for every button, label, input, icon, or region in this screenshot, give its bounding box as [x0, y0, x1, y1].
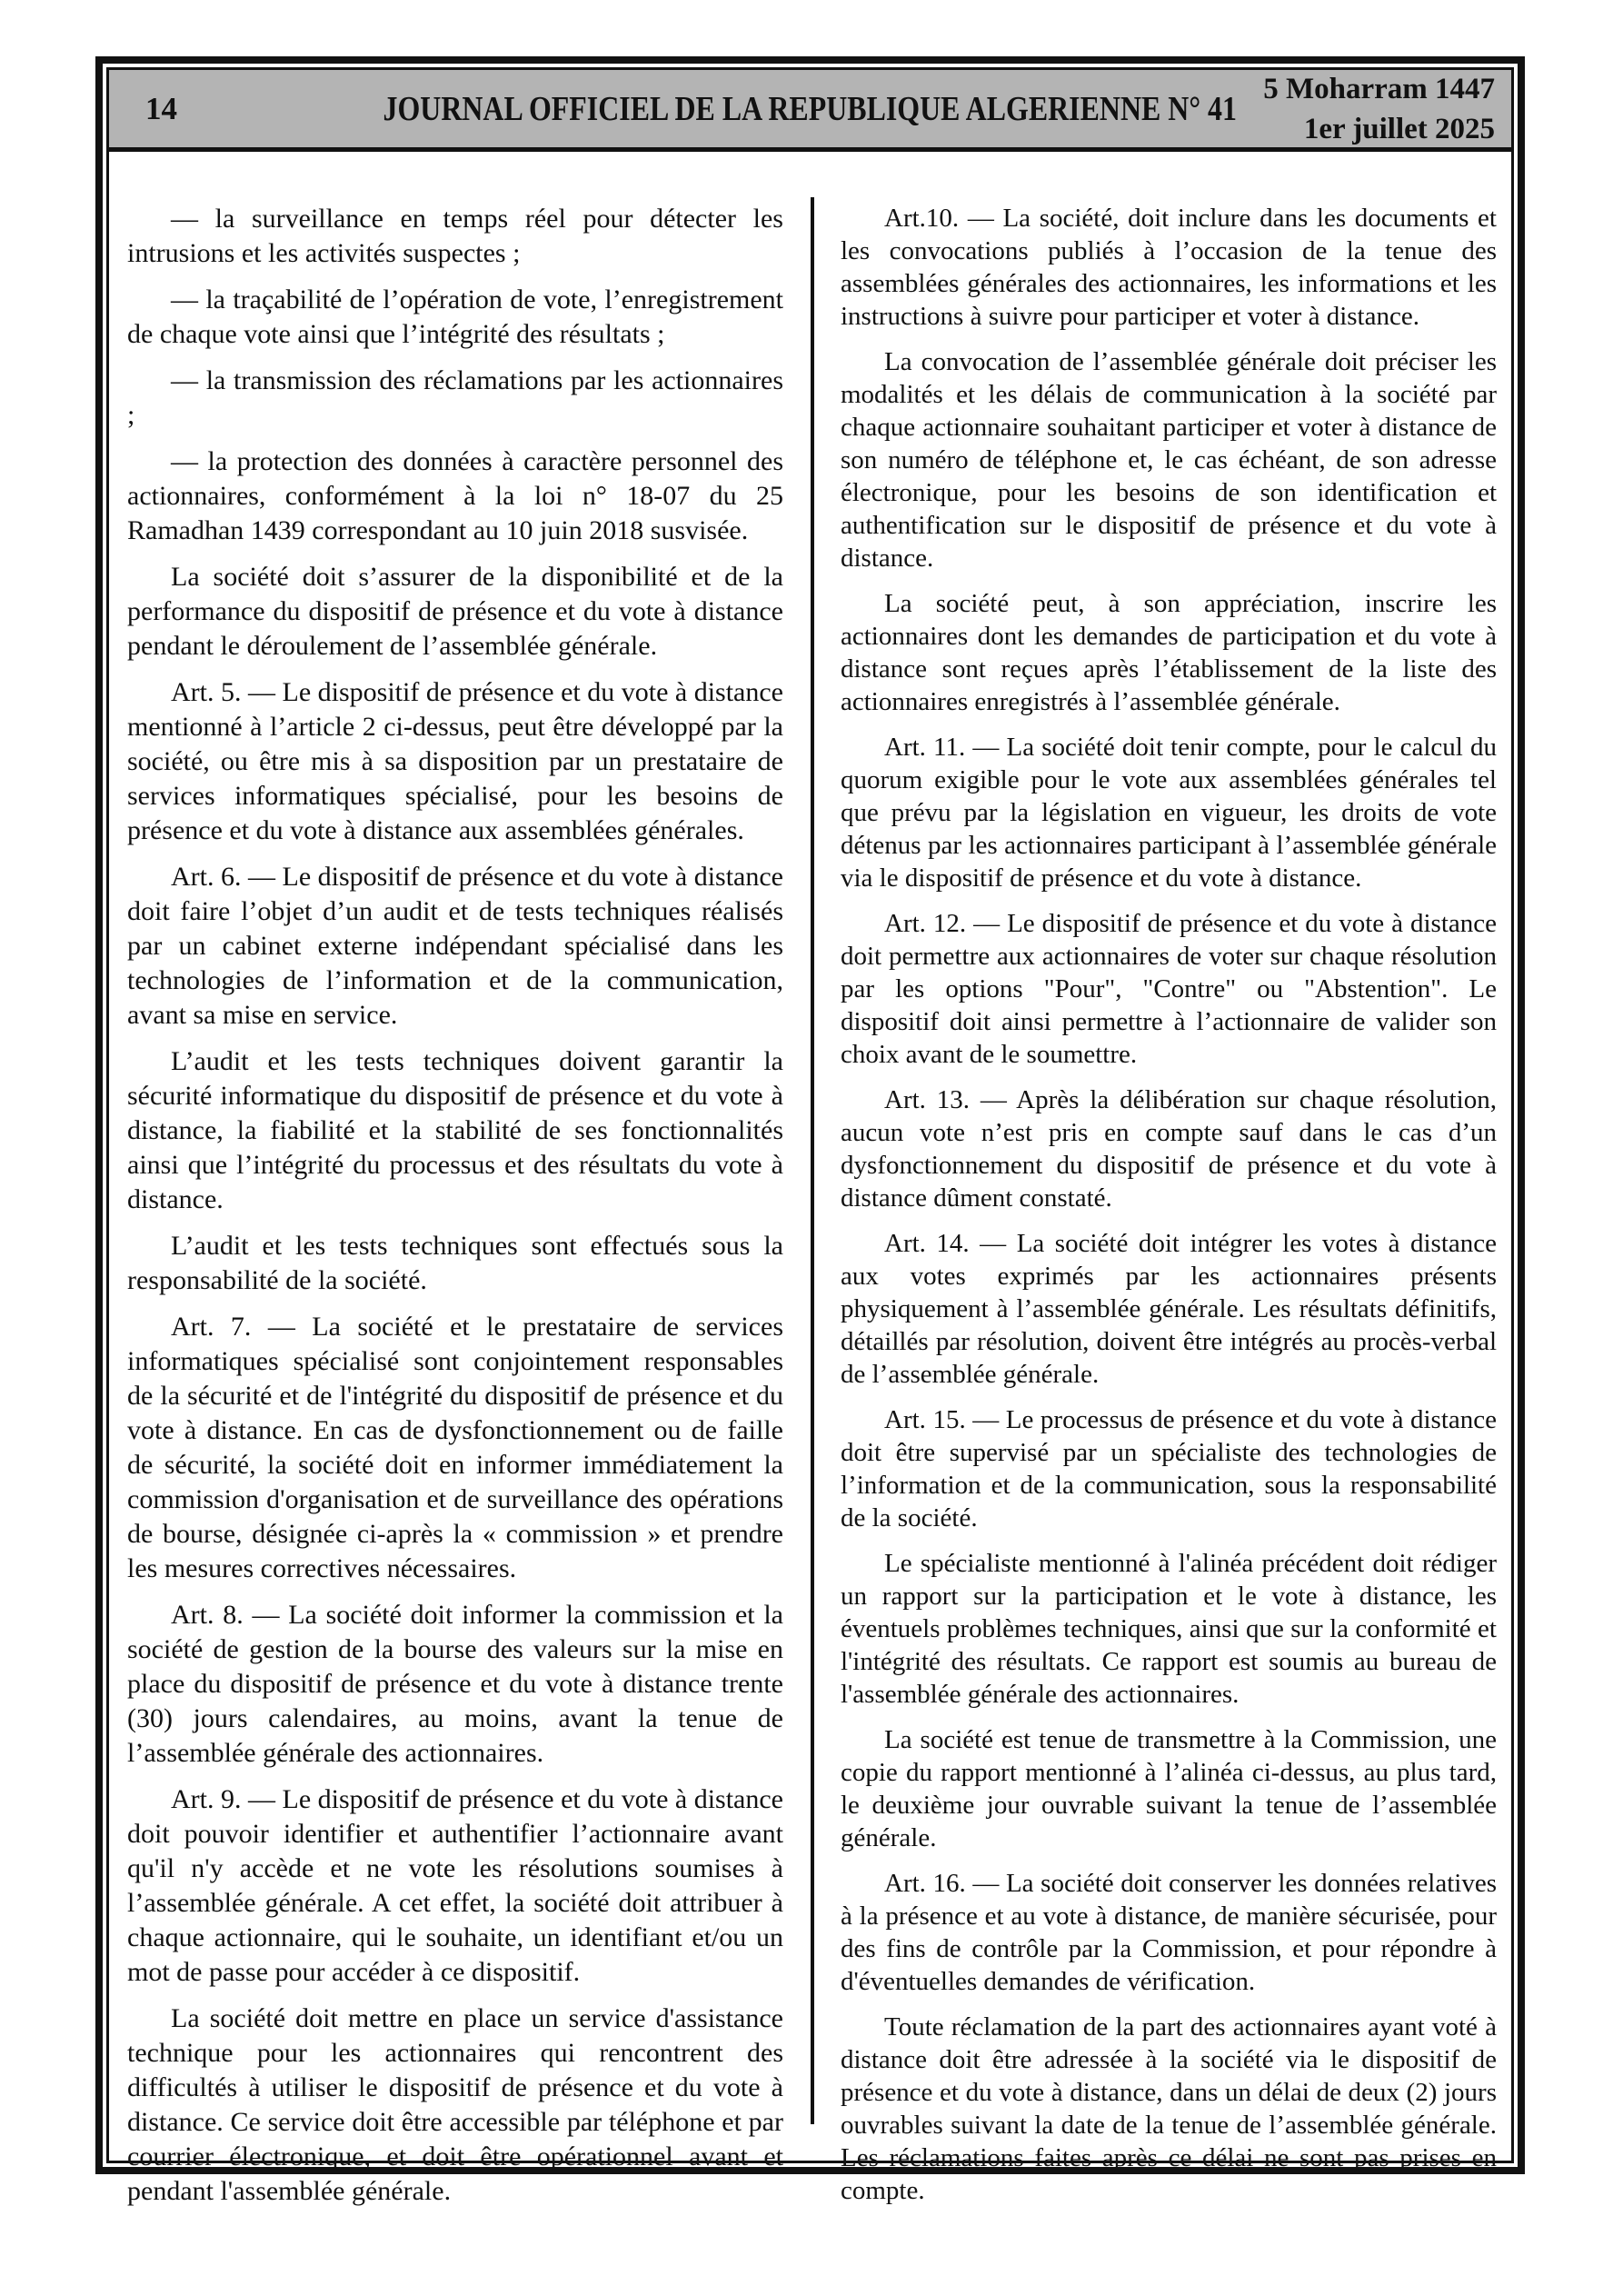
page-number: 14 [145, 90, 177, 126]
paragraph: Art. 12. — Le dispositif de présence et du vote à distance doit permettre aux actionnaires de voter sur chaque résolution par les options "Pour", "Contre" ou "Abstention". Le dispositif doit ainsi permettre à l’actionnaire de valider son choix avant de le soumettre. [841, 909, 1497, 1069]
left-column [127, 202, 783, 2221]
paragraph: — la transmission des réclamations par les actionnaires ; [127, 365, 783, 430]
paragraph: La convocation de l’assemblée générale doit préciser les modalités et les délais de communication à la société par chaque actionnaire souhaitant participer et voter à distance de son numéro de téléphone et, le cas échéant, de son adresse électronique, pour les besoins de son identification et authentification sur le dispositif de présence et du vote à distance. [841, 347, 1497, 573]
paragraph: L’audit et les tests techniques doivent garantir la sécurité informatique du dispositif de présence et du vote à distance, la fiabilité et la stabilité de ses fonctionnalités ainsi que l’intégrité du processus et des résultats du vote à distance. [127, 1046, 783, 1214]
right-column [841, 202, 1497, 2220]
date-gregorian: 1er juillet 2025 [1303, 112, 1495, 145]
paragraph: — la surveillance en temps réel pour détecter les intrusions et les activités suspectes ; [127, 204, 783, 268]
paragraph: Le spécialiste mentionné à l'alinéa précédent doit rédiger un rapport sur la participation et le vote à distance, les éventuels problèmes techniques, ainsi que sur la conformité et l'intégrité des résultats. Ce rapport est soumis au bureau de l'assemblée générale des actionnaires. [841, 1549, 1497, 1709]
journal-title: JOURNAL OFFICIEL DE LA REPUBLIQUE ALGERIENNE N° 41 [383, 89, 1238, 128]
paragraph: Art. 14. — La société doit intégrer les votes à distance aux votes exprimés par les actionnaires présents physiquement à l’assemblée générale. Les résultats définitifs, détaillés par résolution, doivent être intégrés au procès-verbal de l’assemblée générale. [841, 1229, 1497, 1389]
paragraph: La société doit mettre en place un service d'assistance technique pour les actionnaires qui rencontrent des difficultés à utiliser le dispositif de présence et du vote à distance. Ce service doit être accessible par téléphone et par courrier électronique, et doit être opérationnel avant et pendant l'assemblée générale. [127, 2003, 783, 2206]
paragraph: Art. 13. — Après la délibération sur chaque résolution, aucun vote n’est pris en compte sauf dans le cas d’un dysfonctionnement du dispositif de présence et du vote à distance dûment constaté. [841, 1085, 1497, 1213]
paragraph: Art. 15. — Le processus de présence et du vote à distance doit être supervisé par un spécialiste des technologies de l’information et de la communication, sous la responsabilité de la société. [841, 1405, 1497, 1532]
paragraph: Art.10. — La société, doit inclure dans les documents et les convocations publiés à l’occasion de la tenue des assemblées générales des actionnaires, les informations et les instructions à suivre pour participer et voter à distance. [841, 204, 1497, 331]
paragraph: Art. 7. — La société et le prestataire de services informatiques spécialisé sont conjointement responsables de la sécurité et de l'intégrité du dispositif de présence et du vote à distance. En cas de dysfonctionnement ou de faille de sécurité, la société doit en informer immédiatement la commission d'organisation et de surveillance des opérations de bourse, désignée ci-après la « commission » et prendre les mesures correctives nécessaires. [127, 1312, 783, 1583]
page-frame-inner [106, 67, 1514, 2206]
header-dates [1263, 69, 1495, 149]
paragraph: L’audit et les tests techniques sont effectués sous la responsabilité de la société. [127, 1231, 783, 1295]
content-area [109, 152, 1511, 2206]
paragraph: Art. 11. — La société doit tenir compte, pour le calcul du quorum exigible pour le vote aux assemblées générales tel que prévu par la législation en vigueur, les droits de vote détenus par les actionnaires participant à l’assemblée générale via le dispositif de présence et du vote à distance. [841, 733, 1497, 893]
date-hijri: 5 Moharram 1447 [1263, 72, 1495, 105]
paragraph: — la traçabilité de l’opération de vote, l’enregistrement de chaque vote ainsi que l’intégrité des résultats ; [127, 285, 783, 349]
paragraph: Toute réclamation de la part des actionnaires ayant voté à distance doit être adressée à la société via le dispositif de présence et du vote à distance, dans un délai de deux (2) jours ouvrables suivant la date de la tenue de l’assemblée générale. Les réclamations faites après ce délai ne sont pas prises en compte. [841, 2012, 1497, 2205]
paragraph: Art. 8. — La société doit informer la commission et la société de gestion de la bourse des valeurs sur la mise en place du dispositif de présence et du vote à distance trente (30) jours calendaires, au moins, avant la tenue de l’assemblée générale des actionnaires. [127, 1600, 783, 1768]
page-frame [95, 56, 1525, 2206]
paragraph: Art. 9. — Le dispositif de présence et du vote à distance doit pouvoir identifier et authentifier l’actionnaire avant qu'il n'y accède et ne vote les résolutions soumises à l’assemblée générale. A cet effet, la société doit attribuer à chaque actionnaire, qui le souhaite, un identifiant et/ou un mot de passe pour accéder à ce dispositif. [127, 1784, 783, 1987]
paragraph: La société doit s’assurer de la disponibilité et de la performance du dispositif de présence et du vote à distance pendant le déroulement de l’assemblée générale. [127, 562, 783, 661]
paragraph: Art. 5. — Le dispositif de présence et du vote à distance mentionné à l’article 2 ci-dessus, peut être développé par la société, ou être mis à sa disposition par un prestataire de services informatiques spécialisé, pour les besoins de présence et du vote à distance aux assemblées générales. [127, 677, 783, 845]
paragraph: La société est tenue de transmettre à la Commission, une copie du rapport mentionné à l’alinéa ci-dessus, au plus tard, le deuxième jour ouvrable suivant la tenue de l’assemblée générale. [841, 1725, 1497, 1852]
paragraph: — la protection des données à caractère personnel des actionnaires, conformément à la loi n° 18-07 du 25 Ramadhan 1439 correspondant au 10 juin 2018 susvisée. [127, 446, 783, 545]
paragraph: La société peut, à son appréciation, inscrire les actionnaires dont les demandes de participation et du vote à distance sont reçues après l’établissement de la liste des actionnaires enregistrés à l’assemblée générale. [841, 589, 1497, 716]
header-band [109, 70, 1511, 152]
column-divider [811, 197, 814, 2124]
paragraph: Art. 16. — La société doit conserver les données relatives à la présence et au vote à distance, de manière sécurisée, pour des fins de contrôle par la Commission, et pour répondre à d'éventuelles demandes de vérification. [841, 1869, 1497, 1996]
paragraph: Art. 6. — Le dispositif de présence et du vote à distance doit faire l’objet d’un audit et de tests techniques réalisés par un cabinet externe indépendant spécialisé dans les technologies de l’information et de la communication, avant sa mise en service. [127, 862, 783, 1030]
